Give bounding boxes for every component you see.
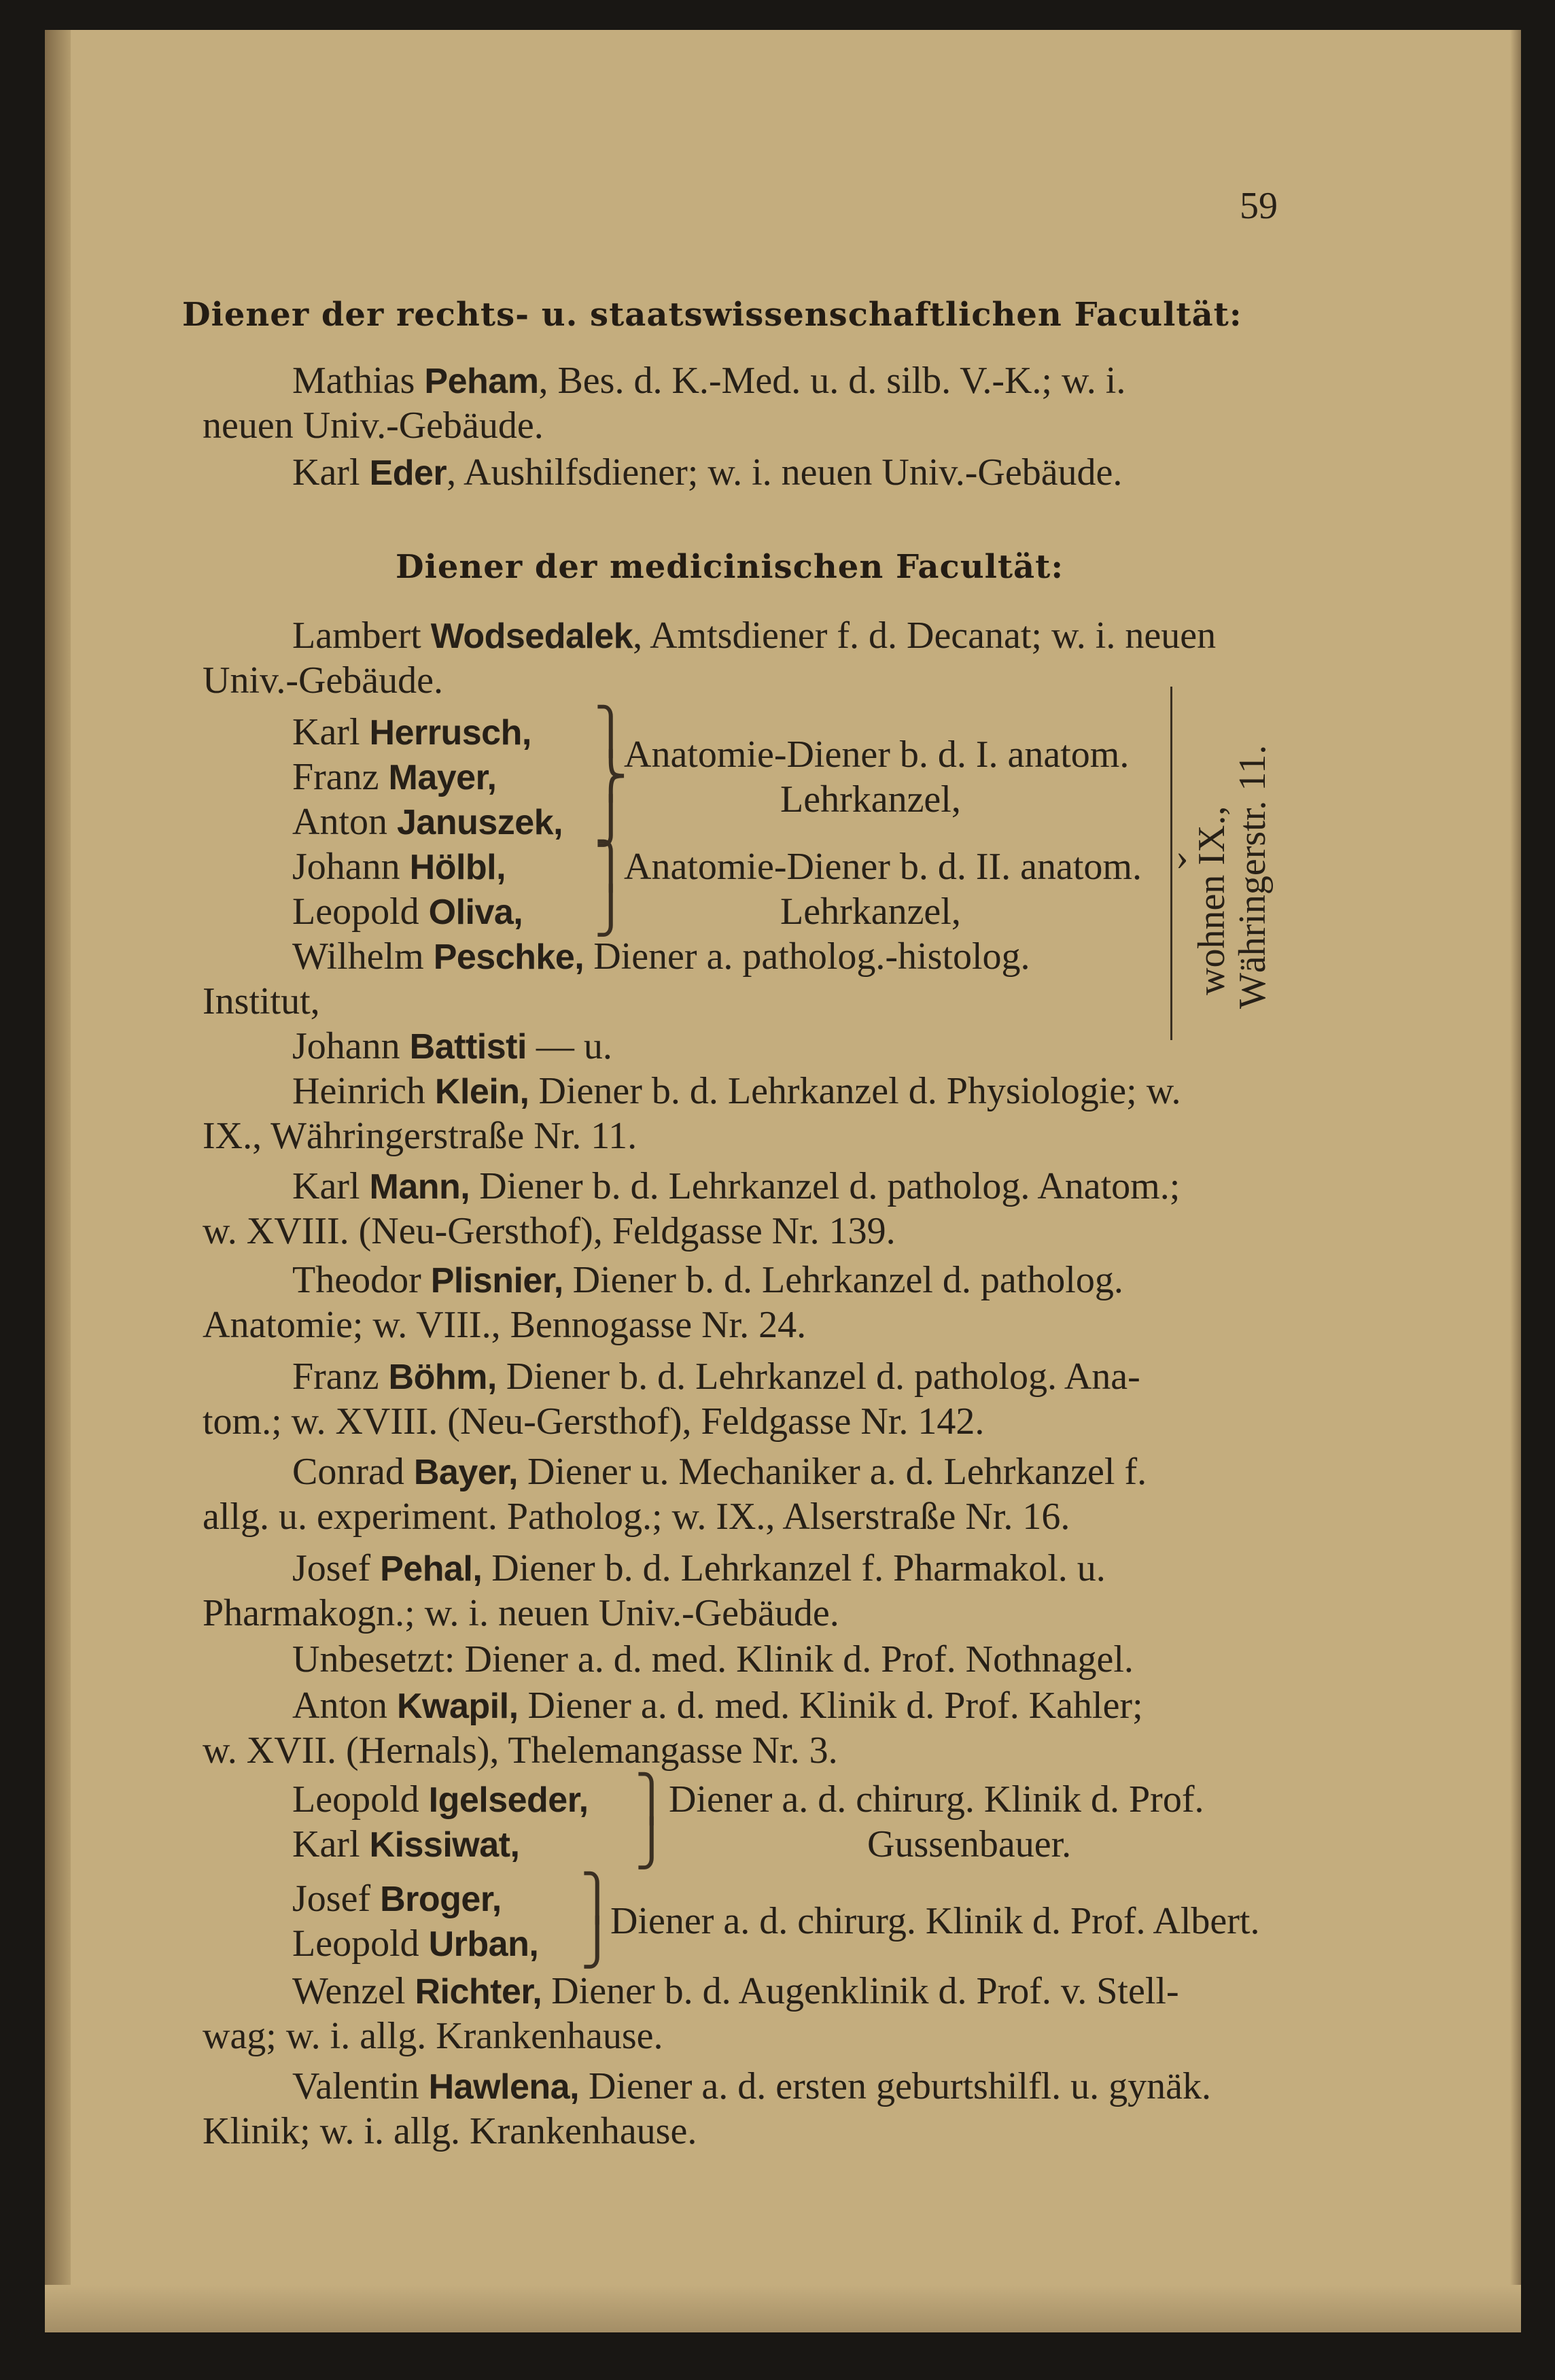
entry-peschke-cont: Institut,: [203, 980, 320, 1022]
group-name-januszek: Anton Januszek,: [292, 801, 563, 843]
page-bottom-edge: [45, 2285, 1521, 2332]
page-gutter: [45, 30, 71, 2332]
group-name-oliva: Leopold Oliva,: [292, 891, 523, 933]
entry-klein-cont: IX., Währingerstraße Nr. 11.: [203, 1115, 637, 1157]
group-role-2a: Anatomie-Diener b. d. II. anatom.: [624, 846, 1142, 888]
entry-peham: Mathias Peham, Bes. d. K.-Med. u. d. silb. V.-K.; w. i.: [292, 360, 1126, 402]
pair1-name-kissiwat: Karl Kissiwat,: [292, 1823, 520, 1865]
group-role-1b: Lehrkanzel,: [780, 778, 961, 821]
entry-wodsedalek: Lambert Wodsedalek, Amtsdiener f. d. Decanat; w. i. neuen: [292, 615, 1217, 657]
entry-eder: Karl Eder, Aushilfsdiener; w. i. neuen Univ.-Gebäude.: [292, 451, 1123, 494]
group-role-1a: Anatomie-Diener b. d. I. anatom.: [624, 734, 1130, 776]
group-role-2b: Lehrkanzel,: [780, 891, 961, 933]
pair2-name-broger: Josef Broger,: [292, 1878, 502, 1920]
entry-plisnier: Theodor Plisnier, Diener b. d. Lehrkanzel d. patholog.: [292, 1259, 1123, 1301]
entry-klein: Heinrich Klein, Diener b. d. Lehrkanzel d. Physiologie; w.: [292, 1070, 1181, 1112]
side-note-1: wohnen IX.,: [1191, 806, 1233, 995]
entry-mann: Karl Mann, Diener b. d. Lehrkanzel d. patholog. Anatom.;: [292, 1165, 1181, 1207]
brace-upper-mid: ⎬: [594, 752, 628, 801]
section-heading-medical-faculty: Diener der medicinischen Facultät:: [396, 548, 1064, 586]
entry-mann-cont: w. XVIII. (Neu-Gersthof), Feldgasse Nr. 139.: [203, 1210, 896, 1252]
entry-pehal-cont: Pharmakogn.; w. i. neuen Univ.-Gebäude.: [203, 1592, 839, 1634]
entry-boehm: Franz Böhm, Diener b. d. Lehrkanzel d. patholog. Ana-: [292, 1356, 1140, 1398]
entry-peschke: Wilhelm Peschke, Diener a. patholog.-histolog.: [292, 935, 1030, 978]
group-name-mayer: Franz Mayer,: [292, 756, 497, 798]
entry-kwapil-cont: w. XVII. (Hernals), Thelemangasse Nr. 3.: [203, 1729, 838, 1772]
entry-battisti: Johann Battisti — u.: [292, 1025, 612, 1067]
pair2-name-urban: Leopold Urban,: [292, 1922, 539, 1965]
pair1-brace-bottom: ⎭: [635, 1819, 669, 1869]
brace-lower: ⎫: [594, 842, 628, 891]
entry-kwapil: Anton Kwapil, Diener a. d. med. Klinik d. Prof. Kahler;: [292, 1685, 1143, 1727]
entry-plisnier-cont: Anatomie; w. VIII., Bennogasse Nr. 24.: [203, 1304, 807, 1346]
entry-wodsedalek-cont: Univ.-Gebäude.: [203, 659, 444, 702]
page-number: 59: [1240, 185, 1278, 227]
entry-peham-cont: neuen Univ.-Gebäude.: [203, 404, 544, 447]
page-edge: [1510, 30, 1521, 2332]
brace-upper: ⎫: [594, 707, 628, 757]
book-page: [45, 30, 1521, 2332]
entry-bayer-cont: allg. u. experiment. Patholog.; w. IX., Alserstraße Nr. 16.: [203, 1496, 1070, 1538]
pair1-name-igelseder: Leopold Igelseder,: [292, 1778, 589, 1821]
section-heading-law-faculty: Diener der rechts- u. staatswissenschaftlichen Facultät:: [182, 296, 1242, 334]
group-brace-point: ›: [1176, 836, 1189, 878]
entry-richter-cont: wag; w. i. allg. Krankenhause.: [203, 2015, 663, 2057]
entry-bayer: Conrad Bayer, Diener u. Mechaniker a. d. Lehrkanzel f.: [292, 1451, 1147, 1493]
brace-lower-end: ⎭: [594, 886, 628, 936]
pair2-brace-bottom: ⎭: [580, 1918, 614, 1968]
entry-boehm-cont: tom.; w. XVIII. (Neu-Gersthof), Feldgasse Nr. 142.: [203, 1400, 985, 1443]
pair2-role: Diener a. d. chirurg. Klinik d. Prof. Albert.: [610, 1900, 1260, 1942]
group-name-hoelbl: Johann Hölbl,: [292, 846, 506, 888]
entry-richter: Wenzel Richter, Diener b. d. Augenklinik d. Prof. v. Stell-: [292, 1970, 1179, 2012]
group-brace-line: [1170, 687, 1172, 1040]
pair2-brace-top: ⎫: [580, 1874, 614, 1923]
group-name-herrusch: Karl Herrusch,: [292, 711, 531, 753]
pair1-brace-top: ⎫: [635, 1774, 669, 1824]
entry-hawlena-cont: Klinik; w. i. allg. Krankenhause.: [203, 2110, 697, 2152]
side-note-2: Währingerstr. 11.: [1231, 744, 1274, 1009]
pair1-role-b: Gussenbauer.: [867, 1823, 1072, 1865]
entry-hawlena: Valentin Hawlena, Diener a. d. ersten geburtshilfl. u. gynäk.: [292, 2065, 1212, 2107]
brace-upper-end: ⎭: [594, 797, 628, 846]
entry-vacant: Unbesetzt: Diener a. d. med. Klinik d. Prof. Nothnagel.: [292, 1638, 1134, 1680]
entry-pehal: Josef Pehal, Diener b. d. Lehrkanzel f. Pharmakol. u.: [292, 1547, 1106, 1589]
pair1-role-a: Diener a. d. chirurg. Klinik d. Prof.: [669, 1778, 1204, 1821]
